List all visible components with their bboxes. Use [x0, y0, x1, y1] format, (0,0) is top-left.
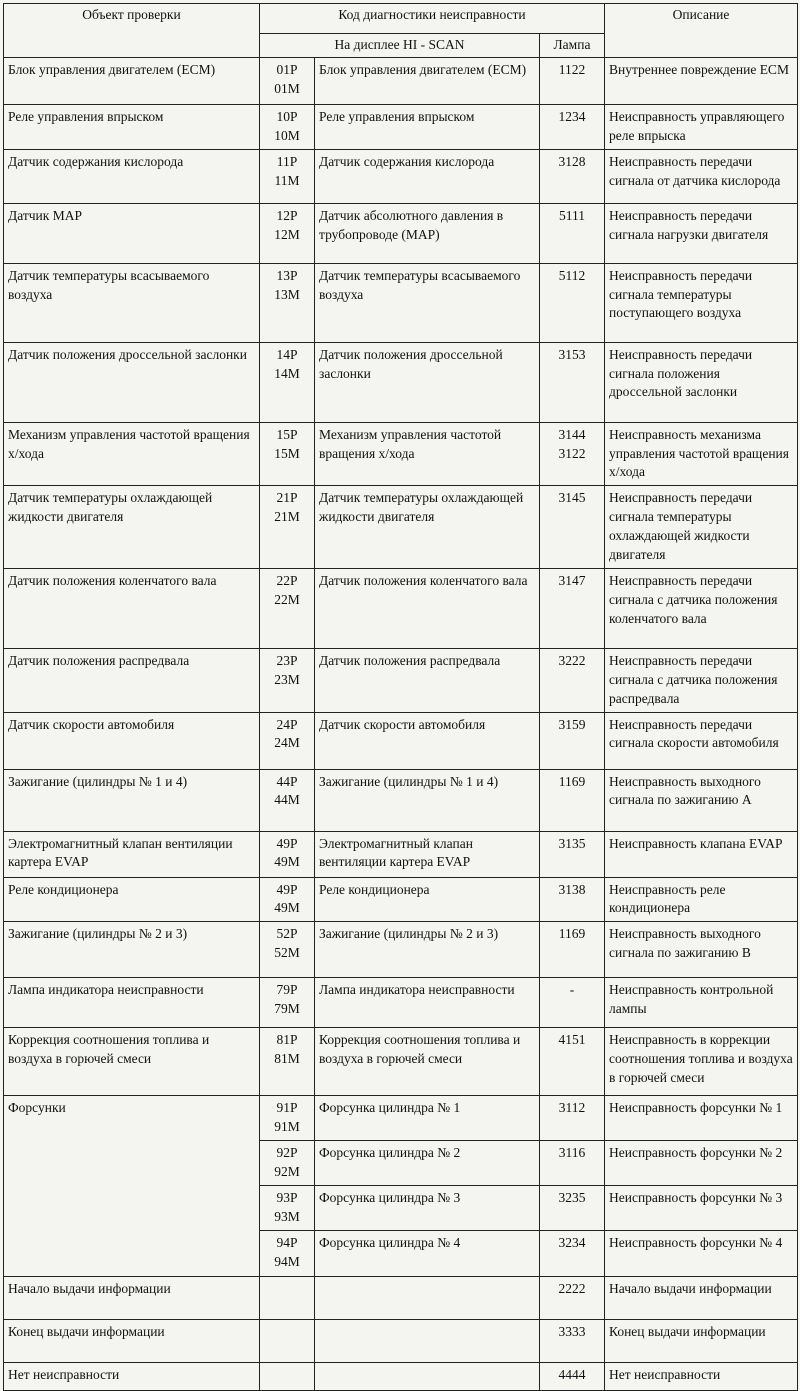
code-cell [260, 831, 315, 877]
code-cell [260, 422, 315, 486]
code-cell [260, 263, 315, 342]
object-cell: Датчик скорости автомобиля [4, 712, 260, 769]
display-cell: Датчик температуры всасываемого воздуха [315, 263, 540, 342]
description-text: Неисправность выходного сигнала по зажиганию А [609, 773, 761, 808]
display-cell: Датчик абсолютного давления в трубопроводе (MAP) [315, 203, 540, 263]
lamp-cell [540, 877, 605, 922]
code-m: 94M [274, 1253, 300, 1269]
code-p: 01P [276, 61, 298, 77]
lamp-cell [540, 149, 605, 203]
code-cell [260, 1230, 315, 1276]
code-m: 21M [274, 509, 300, 525]
table-row [4, 769, 798, 831]
display-cell: Датчик температуры охлаждающей жидкости двигателя [315, 486, 540, 569]
code-m: 44M [274, 792, 300, 808]
description-text: Начало выдачи информации [609, 1280, 772, 1296]
object-cell: Датчик положения дроссельной заслонки [4, 342, 260, 422]
lamp-cell [540, 922, 605, 978]
description-text: Неисправность в коррекции соотношения топлива и воздуха в горючей смеси [609, 1032, 793, 1086]
description-cell [605, 712, 798, 769]
lamp-value: 3147 [558, 572, 586, 588]
code-cell [260, 1141, 315, 1186]
description-text: Конец выдачи информации [609, 1323, 766, 1339]
table-row [4, 486, 798, 569]
code-cell [260, 203, 315, 263]
display-cell: Зажигание (цилиндры № 1 и 4) [315, 769, 540, 831]
injector-row [4, 1096, 798, 1141]
description-text: Внутреннее повреждение ECM [609, 61, 789, 77]
lamp-cell [540, 263, 605, 342]
code-m: 22M [274, 591, 300, 607]
display-cell: Коррекция соотношения топлива и воздуха в горючей смеси [315, 1028, 540, 1096]
object-cell: Электромагнитный клапан вентиляции картера EVAP [4, 831, 260, 877]
object-cell: Реле управления впрыском [4, 104, 260, 149]
display-cell: Электромагнитный клапан вентиляции картера EVAP [315, 831, 540, 877]
display-cell: Блок управления двигателем (ECM) [315, 57, 540, 104]
lamp-cell [540, 57, 605, 104]
footer-row [4, 1319, 798, 1362]
lamp-cell [540, 1096, 605, 1141]
description-cell [605, 1319, 798, 1362]
code-cell [260, 1276, 315, 1319]
lamp-cell [540, 1276, 605, 1319]
display-cell: Механизм управления частотой вращения х/хода [315, 422, 540, 486]
display-cell: Зажигание (цилиндры № 2 и 3) [315, 922, 540, 978]
object-cell: Реле кондиционера [4, 877, 260, 922]
object-cell: Датчик температуры всасываемого воздуха [4, 263, 260, 342]
lamp-value: 1122 [558, 61, 586, 77]
description-text: Неисправность реле кондиционера [609, 881, 726, 916]
lamp-cell [540, 712, 605, 769]
code-m: 10M [274, 127, 300, 143]
object-cell: Датчик положения коленчатого вала [4, 568, 260, 648]
code-m: 11M [274, 172, 300, 188]
display-cell: Форсунка цилиндра № 3 [315, 1185, 540, 1230]
lamp-value: 1169 [558, 773, 586, 789]
code-m: 24M [274, 735, 300, 751]
code-cell [260, 1362, 315, 1390]
lamp-cell [540, 486, 605, 569]
code-cell [260, 922, 315, 978]
code-p: 52P [276, 926, 298, 942]
code-p: 49P [276, 881, 298, 897]
description-cell [605, 1185, 798, 1230]
table-row [4, 104, 798, 149]
description-text: Неисправность контрольной лампы [609, 982, 774, 1017]
header-code: Код диагностики неисправности [260, 4, 605, 34]
description-text: Неисправность передачи сигнала скорости автомобиля [609, 716, 779, 751]
description-cell [605, 1141, 798, 1186]
lamp-value: 3116 [558, 1145, 586, 1161]
code-cell [260, 769, 315, 831]
display-cell: Датчик положения дроссельной заслонки [315, 342, 540, 422]
code-cell [260, 1319, 315, 1362]
description-cell [605, 104, 798, 149]
description-text: Неисправность передачи сигнала с датчика положения коленчатого вала [609, 572, 778, 626]
code-p: 15P [276, 426, 298, 442]
lamp-value: 5112 [558, 267, 586, 283]
table-body [4, 57, 798, 1390]
description-text: Неисправность форсунки № 1 [609, 1100, 783, 1116]
lamp-value: 3112 [558, 1100, 586, 1116]
table-row [4, 422, 798, 486]
header-description: Описание [605, 4, 798, 58]
object-cell: Механизм управления частотой вращения х/хода [4, 422, 260, 486]
display-cell [315, 1319, 540, 1362]
display-cell: Датчик положения коленчатого вала [315, 568, 540, 648]
footer-row [4, 1362, 798, 1390]
lamp-cell [540, 422, 605, 486]
code-p: 14P [276, 346, 298, 362]
table-row [4, 1028, 798, 1096]
description-text: Неисправность клапана EVAP [609, 835, 783, 851]
table-row [4, 342, 798, 422]
lamp-value: 1234 [558, 108, 586, 124]
table-row [4, 568, 798, 648]
code-m: 79M [274, 1001, 300, 1017]
description-cell [605, 978, 798, 1028]
lamp-cell [540, 1141, 605, 1186]
object-cell: Датчик температуры охлаждающей жидкости двигателя [4, 486, 260, 569]
display-cell: Датчик содержания кислорода [315, 149, 540, 203]
object-cell: Зажигание (цилиндры № 2 и 3) [4, 922, 260, 978]
object-cell: Датчик MAP [4, 203, 260, 263]
code-p: 81P [276, 1032, 298, 1048]
header-display: На дисплее HI - SCAN [260, 34, 540, 58]
table-row [4, 877, 798, 922]
code-m: 49M [274, 900, 300, 916]
description-text: Неисправность передачи сигнала от датчика кислорода [609, 153, 781, 188]
description-text: Неисправность передачи сигнала температуры поступающего воздуха [609, 267, 753, 321]
description-cell [605, 486, 798, 569]
lamp-cell [540, 1185, 605, 1230]
description-text: Неисправность выходного сигнала по зажиганию В [609, 926, 761, 961]
object-cell: Начало выдачи информации [4, 1276, 260, 1319]
code-p: 24P [276, 716, 298, 732]
code-p: 23P [276, 652, 298, 668]
code-cell [260, 877, 315, 922]
code-cell [260, 57, 315, 104]
lamp-value: - [569, 982, 575, 998]
code-p: 92P [276, 1145, 298, 1161]
code-p: 44P [276, 773, 298, 789]
description-cell [605, 922, 798, 978]
description-cell [605, 342, 798, 422]
description-cell [605, 57, 798, 104]
lamp-value: 3135 [558, 835, 586, 851]
code-p: 49P [276, 835, 298, 851]
display-cell [315, 1362, 540, 1390]
object-cell: Коррекция соотношения топлива и воздуха в горючей смеси [4, 1028, 260, 1096]
lamp-value: 3145 [558, 490, 586, 506]
code-cell [260, 342, 315, 422]
header-lamp: Лампа [540, 34, 605, 58]
code-cell [260, 712, 315, 769]
code-cell [260, 1185, 315, 1230]
lamp-value: 3138 [558, 881, 586, 897]
lamp-cell [540, 104, 605, 149]
code-m: 93M [274, 1208, 300, 1224]
code-p: 13P [276, 267, 298, 283]
description-cell [605, 648, 798, 712]
object-cell: Лампа индикатора неисправности [4, 978, 260, 1028]
lamp-cell [540, 648, 605, 712]
code-p: 11P [276, 153, 298, 169]
lamp-cell [540, 1319, 605, 1362]
code-p: 91P [276, 1100, 298, 1116]
display-cell: Лампа индикатора неисправности [315, 978, 540, 1028]
lamp-cell [540, 568, 605, 648]
code-m: 01M [274, 80, 300, 96]
lamp-value: 3222 [558, 652, 586, 668]
table-row [4, 712, 798, 769]
description-cell [605, 1230, 798, 1276]
diagnostic-code-table [3, 3, 798, 1391]
display-cell: Форсунка цилиндра № 2 [315, 1141, 540, 1186]
code-p: 79P [276, 982, 298, 998]
code-cell [260, 104, 315, 149]
description-cell [605, 1028, 798, 1096]
code-cell [260, 568, 315, 648]
description-cell [605, 568, 798, 648]
code-m: 15M [274, 445, 300, 461]
description-cell [605, 769, 798, 831]
object-cell: Датчик содержания кислорода [4, 149, 260, 203]
lamp-value: 3128 [558, 153, 586, 169]
lamp-value: 4444 [558, 1366, 586, 1382]
lamp-value: 3235 [558, 1189, 586, 1205]
description-cell [605, 877, 798, 922]
display-cell: Реле кондиционера [315, 877, 540, 922]
display-cell: Форсунка цилиндра № 1 [315, 1096, 540, 1141]
code-p: 10P [276, 108, 298, 124]
code-cell [260, 648, 315, 712]
lamp-value: 4151 [558, 1032, 586, 1048]
description-cell [605, 203, 798, 263]
lamp-value: 3144 [558, 426, 586, 442]
code-m: 91M [274, 1119, 300, 1135]
code-m: 52M [274, 945, 300, 961]
object-cell: Зажигание (цилиндры № 1 и 4) [4, 769, 260, 831]
lamp-value: 3333 [558, 1323, 586, 1339]
table-row [4, 831, 798, 877]
lamp-cell [540, 831, 605, 877]
code-m: 23M [274, 671, 300, 687]
code-cell [260, 978, 315, 1028]
injectors-group-cell: Форсунки [4, 1096, 260, 1276]
lamp-cell [540, 769, 605, 831]
code-m: 81M [274, 1051, 300, 1067]
lamp-value: 1169 [558, 926, 586, 942]
display-cell: Датчик положения распредвала [315, 648, 540, 712]
code-p: 21P [276, 490, 298, 506]
table-row [4, 203, 798, 263]
code-p: 93P [276, 1189, 298, 1205]
description-text: Неисправность механизма управления частотой вращения х/хода [609, 426, 789, 480]
code-m: 49M [274, 854, 300, 870]
lamp-cell [540, 203, 605, 263]
lamp-value: 3122 [558, 445, 586, 461]
table-row [4, 149, 798, 203]
table-row [4, 648, 798, 712]
description-text: Неисправность передачи сигнала температуры охлаждающей жидкости двигателя [609, 490, 753, 563]
table-row [4, 922, 798, 978]
description-text: Неисправность передачи сигнала с датчика положения распредвала [609, 652, 778, 706]
lamp-value: 3153 [558, 346, 586, 362]
code-m: 12M [274, 226, 300, 242]
lamp-cell [540, 978, 605, 1028]
description-cell [605, 422, 798, 486]
code-p: 94P [276, 1234, 298, 1250]
lamp-value: 3234 [558, 1234, 586, 1250]
lamp-cell [540, 1028, 605, 1096]
code-m: 92M [274, 1164, 300, 1180]
description-text: Неисправность форсунки № 3 [609, 1189, 783, 1205]
display-cell: Форсунка цилиндра № 4 [315, 1230, 540, 1276]
lamp-value: 3159 [558, 716, 586, 732]
table-row [4, 263, 798, 342]
description-text: Неисправность форсунки № 4 [609, 1234, 783, 1250]
code-m: 14M [274, 365, 300, 381]
lamp-cell [540, 1362, 605, 1390]
display-cell: Датчик скорости автомобиля [315, 712, 540, 769]
description-text: Неисправность передачи сигнала нагрузки двигателя [609, 207, 769, 242]
table-row [4, 57, 798, 104]
code-cell [260, 1096, 315, 1141]
display-cell [315, 1276, 540, 1319]
header-object: Объект проверки [4, 4, 260, 58]
code-cell [260, 149, 315, 203]
object-cell: Датчик положения распредвала [4, 648, 260, 712]
description-cell [605, 1276, 798, 1319]
description-cell [605, 1096, 798, 1141]
code-m: 13M [274, 286, 300, 302]
lamp-value: 5111 [559, 207, 585, 223]
object-cell: Блок управления двигателем (ECM) [4, 57, 260, 104]
description-text: Нет неисправности [609, 1366, 721, 1382]
code-p: 12P [276, 207, 298, 223]
footer-row [4, 1276, 798, 1319]
code-cell [260, 1028, 315, 1096]
code-p: 22P [276, 572, 298, 588]
object-cell: Нет неисправности [4, 1362, 260, 1390]
description-text: Неисправность управляющего реле впрыска [609, 108, 785, 143]
description-cell [605, 149, 798, 203]
lamp-cell [540, 342, 605, 422]
lamp-cell [540, 1230, 605, 1276]
lamp-value: 2222 [558, 1280, 586, 1296]
table-row [4, 978, 798, 1028]
description-text: Неисправность форсунки № 2 [609, 1145, 783, 1161]
description-cell [605, 1362, 798, 1390]
code-cell [260, 486, 315, 569]
description-cell [605, 263, 798, 342]
description-cell [605, 831, 798, 877]
description-text: Неисправность передачи сигнала положения дроссельной заслонки [609, 346, 753, 400]
display-cell: Реле управления впрыском [315, 104, 540, 149]
object-cell: Конец выдачи информации [4, 1319, 260, 1362]
